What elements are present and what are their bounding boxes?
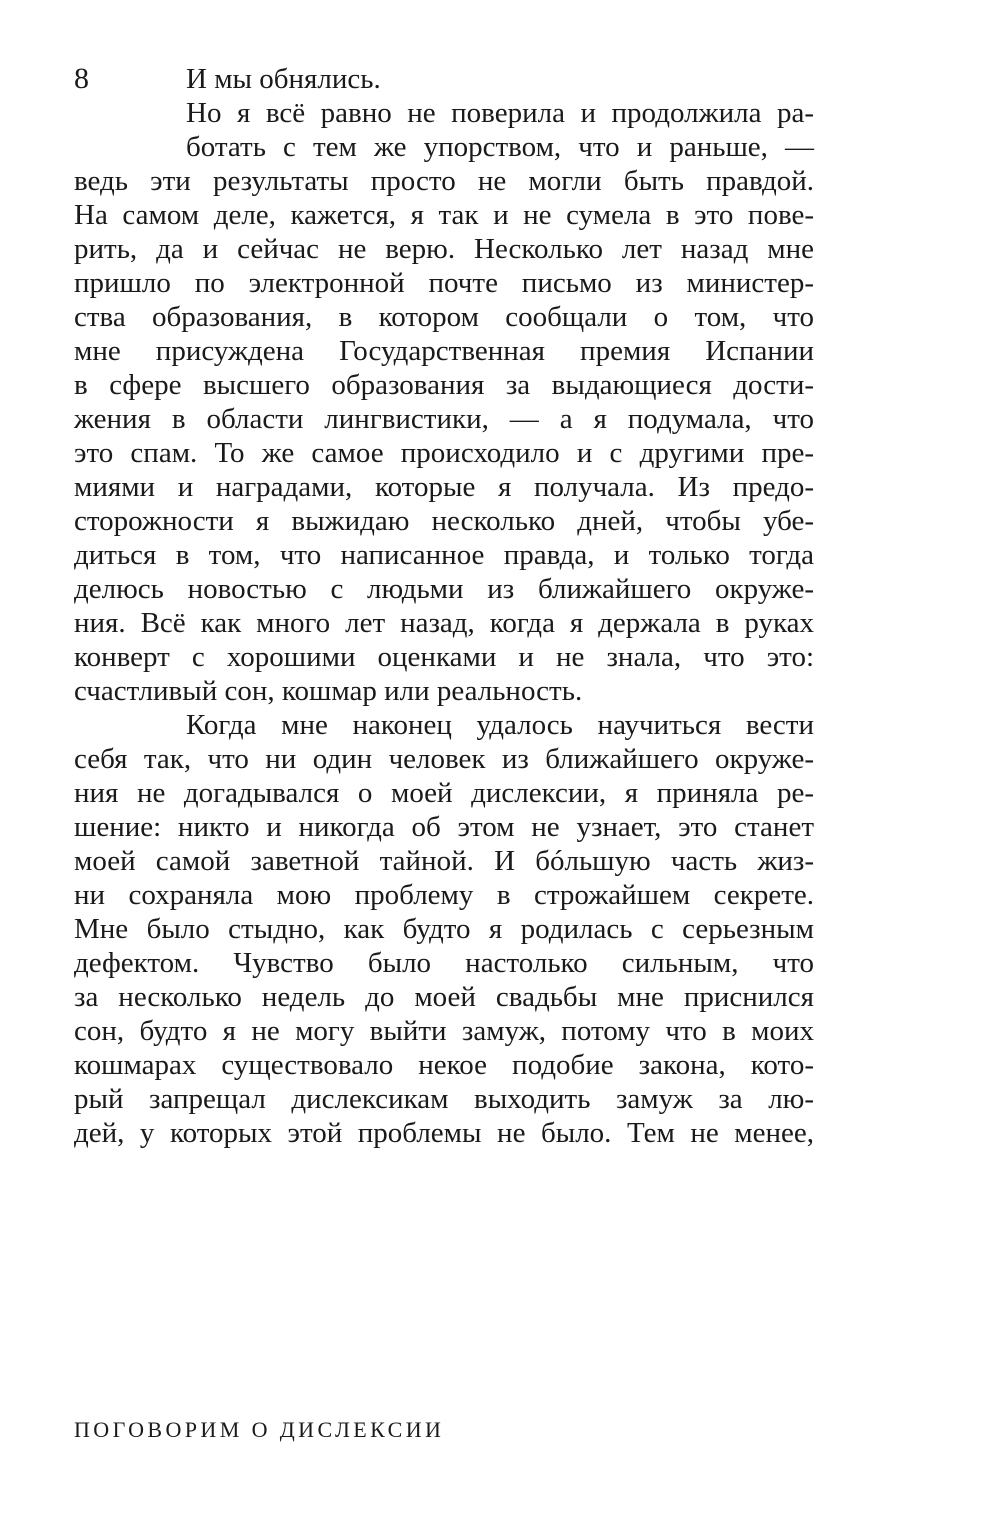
text-line: себя так, что ни один человек из ближайшего окруже- [74,743,814,775]
text-line: пришло по электронной почте письмо из министер- [74,267,814,299]
text-line: кошмарах существовало некое подобие закона, кото- [74,1049,814,1081]
text-line: счастливый сон, кошмар или реальность. [74,675,583,707]
running-footer: ПОГОВОРИМ О ДИСЛЕКСИИ [74,1417,445,1442]
text-line: жения в области лингвистики, — а я подумала, что [74,403,814,435]
text-line: Но я всё равно не поверила и продолжила ра- [186,97,814,129]
text-line: за несколько недель до моей свадьбы мне приснился [74,981,814,1013]
text-line: ботать с тем же упорством, что и раньше, — [186,131,814,163]
text-line: моей самой заветной тайной. И бóльшую часть жиз- [74,845,814,877]
text-line: диться в том, что написанное правда, и только тогда [74,539,814,571]
text-line: мне присуждена Государственная премия Испании [74,335,814,367]
text-line: ния не догадывался о моей дислексии, я приняла ре- [74,777,814,809]
body-text [74,58,814,1149]
text-line: дей, у которых этой проблемы не было. Тем не менее, [74,1117,814,1149]
text-line: ни сохраняла мою проблему в строжайшем секрете. [74,879,814,911]
page-number: 8 [74,62,89,95]
text-line: ния. Всё как много лет назад, когда я держала в руках [74,607,814,639]
text-line: И мы обнялись. [186,63,381,95]
text-line: рить, да и сейчас не верю. Несколько лет назад мне [74,233,814,265]
text-line: это спам. То же самое происходило и с другими пре- [74,437,814,469]
text-line: в сфере высшего образования за выдающиеся дости- [74,369,814,401]
text-line: На самом деле, кажется, я так и не сумела в это пове- [74,199,814,231]
text-line: конверт с хорошими оценками и не знала, что это: [74,641,814,673]
text-line: Когда мне наконец удалось научиться вести [186,709,814,741]
text-line: шение: никто и никогда об этом не узнает, это станет [74,811,814,843]
text-line: ства образования, в котором сообщали о том, что [74,301,814,333]
text-line: делюсь новостью с людьми из ближайшего окруже- [74,573,814,605]
text-line: сторожности я выжидаю несколько дней, чтобы убе- [74,505,814,537]
text-line: дефектом. Чувство было настолько сильным, что [74,947,814,979]
text-line: ведь эти результаты просто не могли быть правдой. [74,165,814,197]
text-line: Мне было стыдно, как будто я родилась с серьезным [74,913,814,945]
text-line: сон, будто я не могу выйти замуж, потому что в моих [74,1015,814,1047]
text-line: рый запрещал дислексикам выходить замуж за лю- [74,1083,814,1115]
text-line: миями и наградами, которые я получала. Из предо- [74,471,814,503]
